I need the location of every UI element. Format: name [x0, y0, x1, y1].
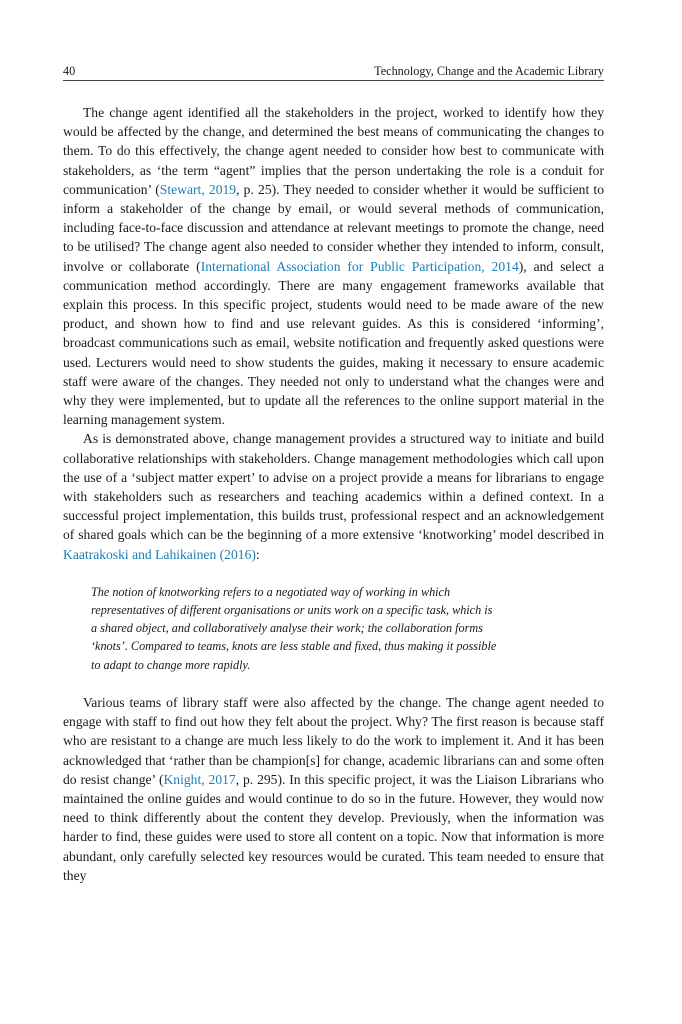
paragraph-text: As is demonstrated above, change management provides a structured way to initiate and build collaborative relationships with stakeholders. Change management methodologies which call upon the use of a ‘subject matter expert’ to advise on a project provide a means for librarians to engage with stakeholders such as researchers and teaching academics within a defined context. In a successful project implementation, this builds trust, professional respect and an acknowledgement of shared goals which can be the beginning of a more extensive ‘knotworking’ model described in [63, 431, 604, 543]
page-number: 40 [63, 64, 76, 78]
paragraph [63, 429, 604, 563]
quote-line: ‘knots’. Compared to teams, knots are less stable and fixed, thus making it possible [91, 639, 497, 654]
citation-link[interactable]: Kaatrakoski and Lahikainen (2016) [63, 546, 256, 562]
block-quote [63, 583, 604, 674]
paragraph [63, 693, 604, 885]
running-head-title: Technology, Change and the Academic Library [374, 64, 604, 78]
citation-link[interactable]: Knight, 2017 [163, 771, 236, 787]
body-text [63, 103, 604, 885]
running-head [63, 62, 604, 81]
citation-link[interactable]: International Association for Public Participation, 2014 [200, 258, 519, 274]
paragraph-text: ), and select a communication method accordingly. There are many engagement frameworks available that explain this process. In this specific project, students would need to be made aware of the new product, and shown how to find and use relevant guides. As this is considered ‘informing’, broadcast communications such as email, website notification and frequently asked questions were used. Lecturers would need to show students the guides, making it necessary to ensure academic staff were aware of the changes. They needed not only to understand what the changes were and why they were implemented, but to update all the references to the online support material in the learning management system. [63, 258, 604, 428]
paragraph [63, 103, 604, 429]
quote-line: to adapt to change more rapidly. [91, 657, 251, 672]
paragraph-text: : [255, 546, 260, 562]
paragraph-text: Various teams of library staff were also affected by the change. The change agent needed to engage with staff to find out how they felt about the project. Why? The first reason is because staff who are resistant to a change are much less likely to do the work to implement it. And it has been acknowledged that ‘rather than be champion[s] for change, academic librarians can and some often do resist change’ ( [63, 694, 604, 787]
citation-link[interactable]: Stewart, 2019 [159, 181, 237, 197]
paragraph-text: , p. 25). They needed to consider whether it would be sufficient to inform a stakeholder of the change by email, or would several methods of communication, including face-to-face discussion and attendance at relevant meetings to promote the change, need to be utilised? The change agent also needed to consider whether they intended to inform, consult, involve or collaborate ( [63, 181, 604, 274]
quote-line: The notion of knotworking refers to a negotiated way of working in which [91, 584, 451, 599]
quote-line: representatives of different organisations or units work on a specific task, which is [91, 603, 493, 618]
quote-line: a shared object, and collaboratively analyse their work; the collaboration forms [91, 621, 483, 636]
paragraph-text: , p. 295). In this specific project, it was the Liaison Librarians who maintained the online guides and would continue to do so in the future. However, they would now need to think differently about the content they develop. Previously, when the information was harder to find, these guides were used to store all content on a topic. Now that information is more abundant, only carefully selected key resources would be curated. This team needed to ensure that they [63, 771, 604, 883]
paragraph-text: The change agent identified all the stakeholders in the project, worked to identify how they would be affected by the change, and determined the best means of communicating the changes to them. To do this effectively, the change agent needed to consider how best to communicate with stakeholders, as ‘the term “agent” implies that the person undertaking the role is a conduit for communication’ ( [63, 105, 604, 197]
